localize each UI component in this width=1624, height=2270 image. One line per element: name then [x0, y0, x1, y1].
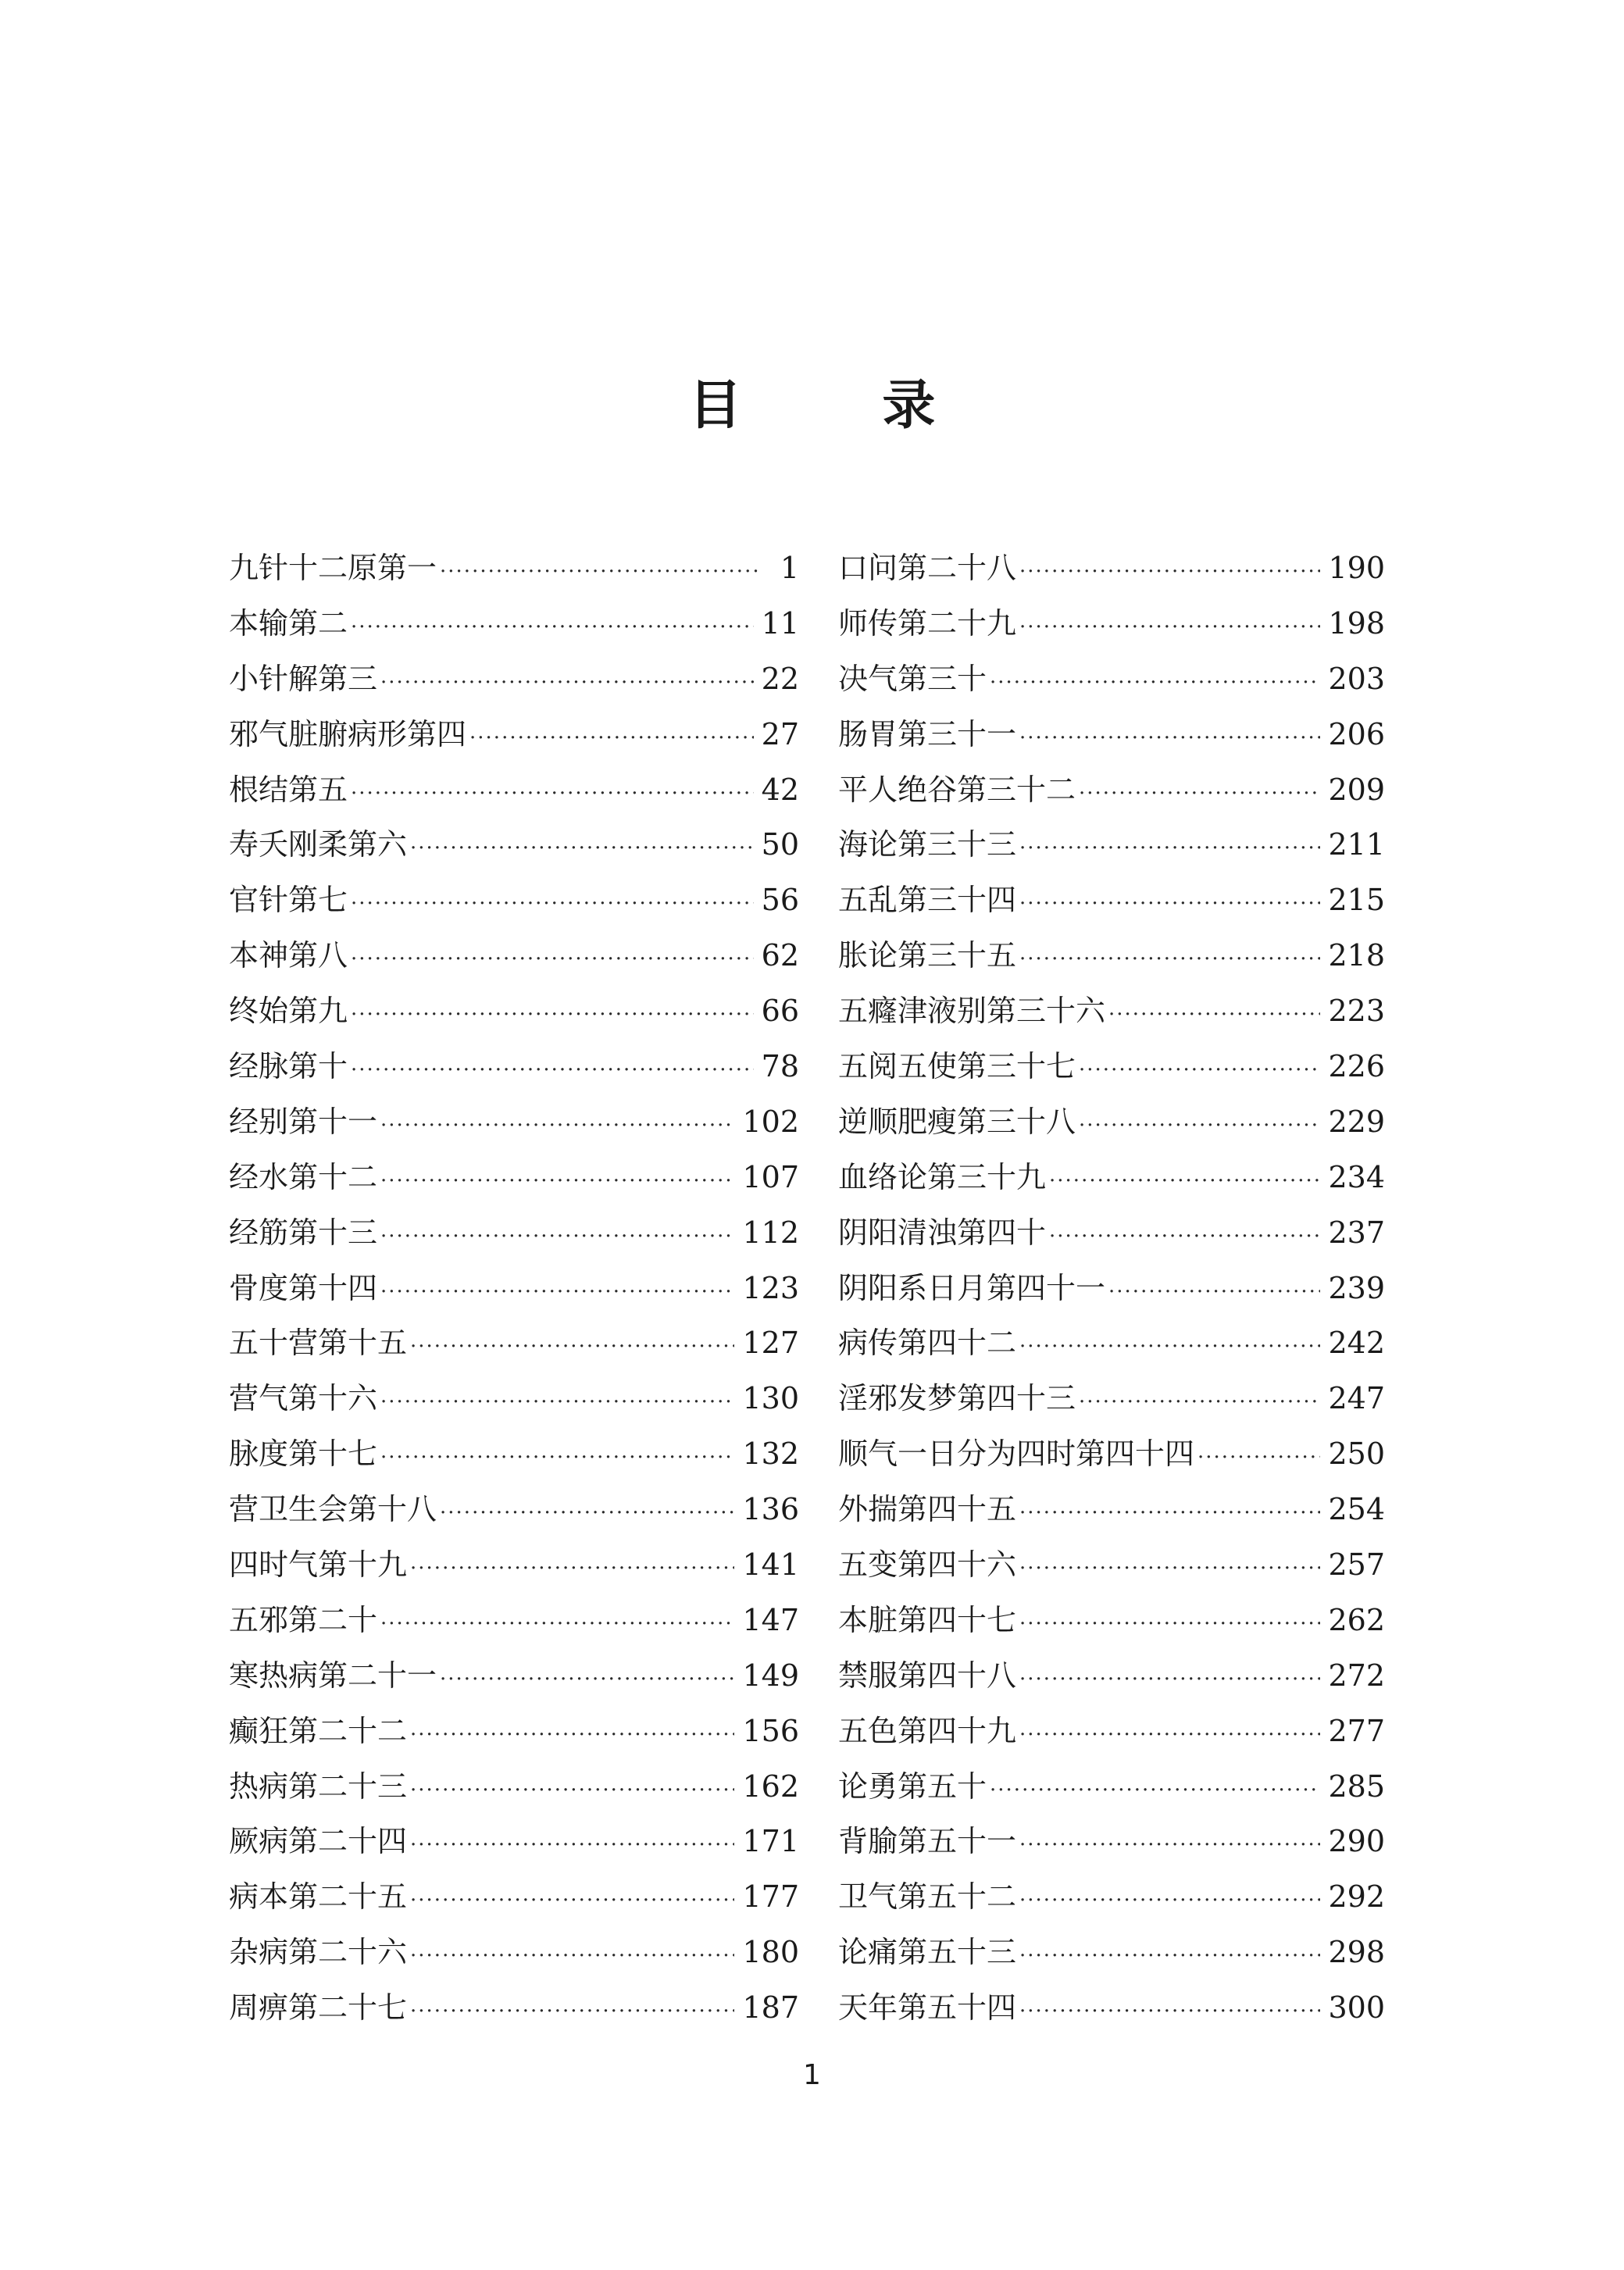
toc-entry-page: 102: [742, 1104, 799, 1139]
toc-entry-title: 淫邪发梦第四十三: [838, 1381, 1076, 1416]
toc-entry-title: 决气第三十: [838, 661, 987, 696]
dot-leader: [410, 1557, 734, 1580]
toc-entry[interactable]: [229, 876, 799, 931]
toc-entry-page: 206: [1328, 716, 1385, 751]
toc-entry-title: 阴阳系日月第四十一: [838, 1270, 1106, 1305]
toc-entry[interactable]: [838, 1983, 1385, 2039]
toc-entry[interactable]: [229, 1817, 799, 1872]
dot-leader: [990, 1779, 1320, 1802]
toc-entry-title: 本神第八: [229, 938, 348, 973]
toc-entry-page: 130: [742, 1381, 799, 1416]
toc-entry-title: 顺气一日分为四时第四十四: [838, 1437, 1195, 1472]
toc-entry-page: 78: [761, 1049, 799, 1084]
toc-entry-title: 经脉第十: [229, 1049, 348, 1084]
toc-entry[interactable]: [229, 820, 799, 876]
toc-entry-page: 56: [761, 883, 799, 918]
toc-entry-page: 215: [1328, 883, 1385, 918]
toc-entry-title: 终始第九: [229, 994, 348, 1029]
toc-entry-title: 寿夭刚柔第六: [229, 827, 408, 862]
toc-entry-title: 逆顺肥瘦第三十八: [838, 1104, 1076, 1139]
toc-entry-page: 127: [742, 1326, 799, 1361]
dot-leader: [1019, 2000, 1320, 2023]
dot-leader: [1019, 837, 1320, 860]
toc-left-column: [229, 544, 799, 2039]
toc-entry-page: 141: [742, 1547, 799, 1583]
toc-entry[interactable]: [229, 766, 799, 821]
dot-leader: [380, 671, 754, 694]
toc-entry-title: 师传第二十九: [838, 605, 1017, 641]
toc-entry-page: 239: [1328, 1270, 1385, 1305]
toc-entry-title: 五变第四十六: [838, 1547, 1017, 1583]
dot-leader: [1019, 1944, 1320, 1968]
toc-entry[interactable]: [838, 599, 1385, 655]
toc-entry[interactable]: [229, 1485, 799, 1540]
toc-entry-title: 胀论第三十五: [838, 938, 1017, 973]
toc-entry-title: 营气第十六: [229, 1381, 378, 1416]
dot-leader: [351, 616, 754, 639]
toc-entry-title: 癫狂第二十二: [229, 1713, 408, 1748]
dot-leader: [410, 2000, 734, 2023]
toc-entry[interactable]: [838, 1540, 1385, 1596]
toc-entry-title: 平人绝谷第三十二: [838, 772, 1076, 807]
dot-leader: [1049, 1169, 1320, 1193]
toc-entry-page: 187: [742, 1990, 799, 2026]
dot-leader: [380, 1612, 734, 1636]
toc-entry[interactable]: [838, 766, 1385, 821]
dot-leader: [380, 1114, 734, 1137]
toc-entry-page: 272: [1328, 1658, 1385, 1693]
toc-entry-title: 本输第二: [229, 605, 348, 641]
toc-entry-title: 五乱第三十四: [838, 883, 1017, 918]
toc-entry-page: 50: [761, 827, 799, 862]
toc-entry-title: 经筋第十三: [229, 1215, 378, 1250]
toc-entry-page: 223: [1328, 994, 1385, 1029]
toc-entry-page: 149: [742, 1658, 799, 1693]
toc-entry[interactable]: [229, 1596, 799, 1651]
toc-entry[interactable]: [229, 1540, 799, 1596]
toc-entry-title: 九针十二原第一: [229, 551, 437, 585]
toc-entry[interactable]: [838, 1762, 1385, 1818]
toc-entry-page: 237: [1328, 1215, 1385, 1250]
dot-leader: [410, 1889, 734, 1912]
toc-entry[interactable]: [838, 1042, 1385, 1098]
dot-leader: [1019, 1668, 1320, 1691]
toc-entry[interactable]: [229, 1208, 799, 1264]
dot-leader: [351, 782, 754, 805]
dot-leader: [380, 1390, 734, 1414]
toc-entry[interactable]: [229, 1319, 799, 1374]
dot-leader: [1019, 1889, 1320, 1912]
toc-entry-title: 阴阳清浊第四十: [838, 1215, 1047, 1250]
toc-entry-title: 热病第二十三: [229, 1769, 408, 1804]
toc-entry-page: 22: [761, 661, 799, 696]
dot-leader: [1108, 1003, 1320, 1026]
toc-entry-page: 1: [780, 551, 799, 585]
toc-entry-page: 162: [742, 1769, 799, 1804]
dot-leader: [351, 892, 754, 915]
toc-entry-title: 经水第十二: [229, 1159, 378, 1194]
toc-entry-page: 209: [1328, 772, 1385, 807]
toc-entry-page: 229: [1328, 1104, 1385, 1139]
dot-leader: [1049, 1225, 1320, 1248]
toc-entry[interactable]: [229, 931, 799, 987]
toc-entry[interactable]: [838, 1098, 1385, 1153]
dot-leader: [1019, 616, 1320, 639]
toc-entry[interactable]: [838, 1264, 1385, 1319]
toc-entry[interactable]: [229, 1264, 799, 1319]
toc-entry[interactable]: [838, 544, 1385, 599]
toc-entry-page: 136: [742, 1492, 799, 1527]
dot-leader: [1197, 1446, 1320, 1469]
toc-entry-title: 周痹第二十七: [229, 1990, 408, 2026]
toc-entry-title: 骨度第十四: [229, 1270, 378, 1305]
toc-entry[interactable]: [229, 1872, 799, 1928]
toc-entry-page: 156: [742, 1713, 799, 1748]
dot-leader: [380, 1446, 734, 1469]
toc-entry-page: 62: [761, 938, 799, 973]
toc-entry-title: 五十营第十五: [229, 1326, 408, 1361]
dot-leader: [410, 1779, 734, 1802]
dot-leader: [1019, 892, 1320, 915]
toc-entry-page: 11: [761, 605, 799, 641]
toc-entry-title: 天年第五十四: [838, 1990, 1017, 2026]
dot-leader: [440, 560, 760, 584]
toc-entry[interactable]: [838, 1817, 1385, 1872]
toc-entry-title: 寒热病第二十一: [229, 1658, 437, 1693]
dot-leader: [1019, 1723, 1320, 1747]
toc-entry-page: 180: [742, 1935, 799, 1970]
toc-title: 目 录: [688, 375, 997, 437]
toc-entry[interactable]: [229, 1042, 799, 1098]
toc-entry-page: 250: [1328, 1437, 1385, 1472]
dot-leader: [1019, 560, 1320, 584]
dot-leader: [1079, 1390, 1320, 1414]
toc-entry[interactable]: [838, 1596, 1385, 1651]
dot-leader: [410, 1944, 734, 1968]
toc-entry-title: 官针第七: [229, 883, 348, 918]
dot-leader: [1019, 1833, 1320, 1857]
toc-entry-page: 218: [1328, 938, 1385, 973]
dot-leader: [380, 1169, 734, 1193]
toc-entry[interactable]: [838, 876, 1385, 931]
toc-entry[interactable]: [229, 1098, 799, 1153]
toc-entry[interactable]: [838, 820, 1385, 876]
toc-entry[interactable]: [229, 599, 799, 655]
toc-entry-page: 211: [1328, 827, 1385, 862]
toc-entry-page: 147: [742, 1602, 799, 1637]
toc-entry-page: 27: [761, 716, 799, 751]
toc-entry-title: 论痛第五十三: [838, 1935, 1017, 1970]
toc-entry-title: 厥病第二十四: [229, 1824, 408, 1859]
toc-entry[interactable]: [229, 1651, 799, 1707]
toc-entry-page: 300: [1328, 1990, 1385, 2026]
toc-entry-title: 禁服第四十八: [838, 1658, 1017, 1693]
dot-leader: [351, 948, 754, 971]
toc-entry-page: 177: [742, 1879, 799, 1915]
toc-entry[interactable]: [229, 1707, 799, 1762]
toc-entry-page: 42: [761, 772, 799, 807]
toc-entry-page: 112: [742, 1215, 799, 1250]
toc-entry-title: 五色第四十九: [838, 1713, 1017, 1748]
toc-entry-title: 本脏第四十七: [838, 1602, 1017, 1637]
dot-leader: [1108, 1280, 1320, 1304]
dot-leader: [351, 1003, 754, 1026]
dot-leader: [351, 1058, 754, 1082]
dot-leader: [440, 1668, 734, 1691]
toc-entry-title: 杂病第二十六: [229, 1935, 408, 1970]
toc-entry-title: 病本第二十五: [229, 1879, 408, 1915]
page-number: 1: [803, 2059, 821, 2091]
toc-entry[interactable]: [838, 1707, 1385, 1762]
toc-entry[interactable]: [229, 1928, 799, 1983]
toc-entry[interactable]: [838, 987, 1385, 1042]
toc-entry-title: 外揣第四十五: [838, 1492, 1017, 1527]
toc-entry-page: 298: [1328, 1935, 1385, 1970]
dot-leader: [440, 1501, 734, 1525]
toc-entry[interactable]: [838, 1429, 1385, 1485]
dot-leader: [1019, 1557, 1320, 1580]
toc-entry-page: 66: [761, 994, 799, 1029]
toc-entry[interactable]: [838, 1374, 1385, 1429]
toc-entry[interactable]: [229, 544, 799, 599]
toc-entry[interactable]: [229, 710, 799, 766]
toc-entry[interactable]: [838, 1485, 1385, 1540]
dot-leader: [1019, 726, 1320, 750]
toc-entry[interactable]: [229, 655, 799, 710]
toc-entry[interactable]: [838, 710, 1385, 766]
toc-entry-title: 五邪第二十: [229, 1602, 378, 1637]
toc-entry-page: 242: [1328, 1326, 1385, 1361]
dot-leader: [990, 671, 1320, 694]
toc-entry-page: 254: [1328, 1492, 1385, 1527]
toc-entry-title: 论勇第五十: [838, 1769, 987, 1804]
toc-entry-page: 171: [742, 1824, 799, 1859]
toc-entry-title: 邪气脏腑病形第四: [229, 716, 467, 751]
toc-entry[interactable]: [229, 1374, 799, 1429]
toc-entry[interactable]: [838, 655, 1385, 710]
toc-entry-title: 病传第四十二: [838, 1326, 1017, 1361]
toc-entry-page: 190: [1328, 551, 1385, 585]
toc-entry-page: 262: [1328, 1602, 1385, 1637]
toc-entry-page: 198: [1328, 605, 1385, 641]
toc-entry-title: 四时气第十九: [229, 1547, 408, 1583]
dot-leader: [1019, 1612, 1320, 1636]
toc-entry[interactable]: [229, 987, 799, 1042]
toc-entry-page: 277: [1328, 1713, 1385, 1748]
toc-entry-title: 背腧第五十一: [838, 1824, 1017, 1859]
toc-entry-title: 经别第十一: [229, 1104, 378, 1139]
toc-entry[interactable]: [838, 1928, 1385, 1983]
toc-entry-title: 口问第二十八: [838, 551, 1017, 585]
dot-leader: [410, 837, 754, 860]
toc-entry-title: 脉度第十七: [229, 1437, 378, 1472]
toc-entry-page: 132: [742, 1437, 799, 1472]
toc-entry-title: 根结第五: [229, 772, 348, 807]
dot-leader: [1019, 948, 1320, 971]
toc-entry[interactable]: [229, 1153, 799, 1208]
dot-leader: [1019, 1501, 1320, 1525]
toc-entry-title: 血络论第三十九: [838, 1159, 1047, 1194]
toc-entry-page: 234: [1328, 1159, 1385, 1194]
toc-entry-page: 107: [742, 1159, 799, 1194]
dot-leader: [410, 1833, 734, 1857]
toc-entry-title: 五癃津液别第三十六: [838, 994, 1106, 1029]
toc-entry-page: 123: [742, 1270, 799, 1305]
dot-leader: [410, 1335, 734, 1358]
toc-entry-title: 小针解第三: [229, 661, 378, 696]
toc-entry-page: 285: [1328, 1769, 1385, 1804]
toc-entry[interactable]: [838, 1651, 1385, 1707]
toc-entry-page: 290: [1328, 1824, 1385, 1859]
toc-entry-page: 247: [1328, 1381, 1385, 1416]
toc-entry[interactable]: [838, 1208, 1385, 1264]
dot-leader: [380, 1280, 734, 1304]
dot-leader: [1019, 1335, 1320, 1358]
toc-entry-title: 肠胃第三十一: [838, 716, 1017, 751]
toc-right-column: [838, 544, 1385, 2039]
toc-entry-title: 卫气第五十二: [838, 1879, 1017, 1915]
toc-entry-page: 292: [1328, 1879, 1385, 1915]
dot-leader: [410, 1723, 734, 1747]
dot-leader: [1079, 1114, 1320, 1137]
dot-leader: [1079, 1058, 1320, 1082]
toc-entry[interactable]: [229, 1983, 799, 2039]
toc-entry[interactable]: [838, 1153, 1385, 1208]
toc-entry[interactable]: [229, 1429, 799, 1485]
toc-entry-page: 226: [1328, 1049, 1385, 1084]
toc-entry[interactable]: [838, 1319, 1385, 1374]
dot-leader: [380, 1225, 734, 1248]
toc-entry-title: 营卫生会第十八: [229, 1492, 437, 1527]
toc-entry-page: 257: [1328, 1547, 1385, 1583]
dot-leader: [1079, 782, 1320, 805]
toc-entry[interactable]: [229, 1762, 799, 1818]
toc-entry-title: 海论第三十三: [838, 827, 1017, 862]
toc-entry[interactable]: [838, 931, 1385, 987]
toc-entry-title: 五阅五使第三十七: [838, 1049, 1076, 1084]
dot-leader: [469, 726, 754, 750]
toc-entry[interactable]: [838, 1872, 1385, 1928]
toc-entry-page: 203: [1328, 661, 1385, 696]
